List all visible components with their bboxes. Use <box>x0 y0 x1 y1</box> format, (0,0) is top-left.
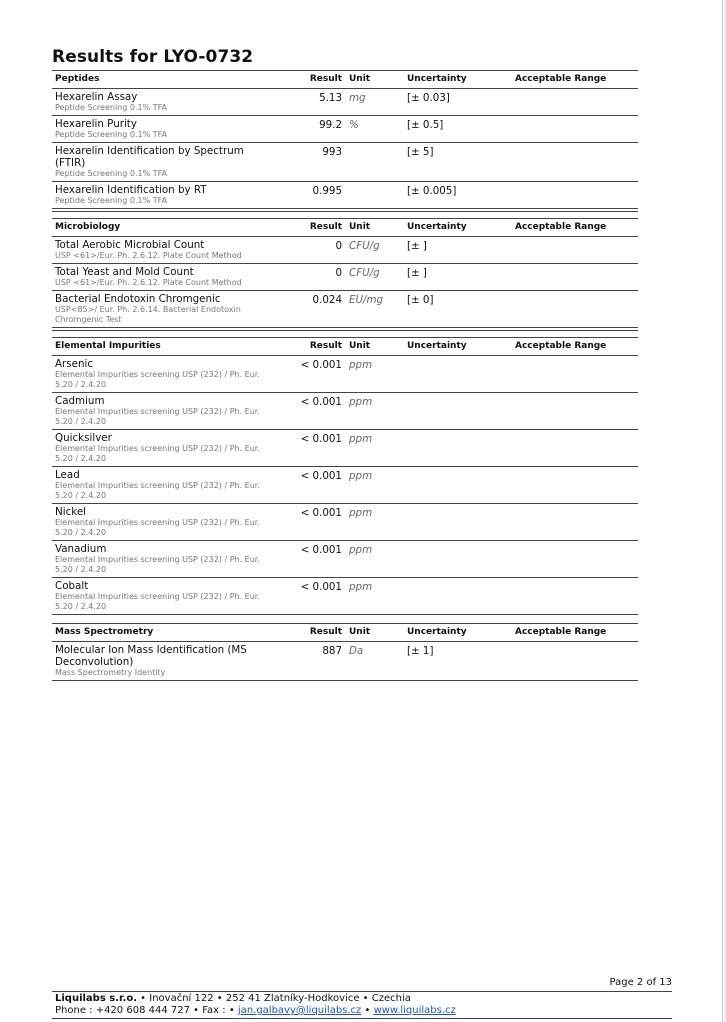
test-name: Cobalt <box>55 580 89 592</box>
results-section <box>52 623 638 681</box>
test-name: Hexarelin Identification by RT <box>55 184 207 196</box>
test-method: Elemental Impurities screening USP (232) / Ph. Eur. 5.20 / 2.4.20 <box>55 444 260 463</box>
result-value: < 0.001 <box>300 581 342 593</box>
result-value: < 0.001 <box>300 359 342 371</box>
test-name: Total Aerobic Microbial Count <box>55 239 205 251</box>
section-gap <box>52 615 638 623</box>
result-value: 5.13 <box>319 92 342 104</box>
result-uncertainty: [± 0.5] <box>407 119 444 131</box>
page-edge <box>722 0 723 1022</box>
result-unit: CFU/g <box>349 267 380 279</box>
unit-column-header: Unit <box>349 341 371 351</box>
unit-column-header: Unit <box>349 627 371 637</box>
uncertainty-column-header: Uncertainty <box>407 627 467 637</box>
acceptable-range-column-header: Acceptable Range <box>515 222 607 232</box>
acceptable-range-column-header: Acceptable Range <box>515 341 607 351</box>
test-method: Elemental Impurities screening USP (232) / Ph. Eur. 5.20 / 2.4.20 <box>55 407 260 426</box>
uncertainty-column-header: Uncertainty <box>407 74 467 84</box>
result-value: 993 <box>322 146 342 158</box>
email-link[interactable]: jan.galbavy@liquilabs.cz <box>237 1005 362 1016</box>
section-end-rule <box>52 328 638 331</box>
test-method: Elemental Impurities screening USP (232) / Ph. Eur. 5.20 / 2.4.20 <box>55 481 260 500</box>
test-method: Elemental Impurities screening USP (232) / Ph. Eur. 5.20 / 2.4.20 <box>55 555 260 574</box>
test-name: Hexarelin Identification by Spectrum (FTIR) <box>55 145 244 169</box>
table-row <box>52 182 638 209</box>
results-section <box>52 218 638 331</box>
uncertainty-column-header: Uncertainty <box>407 222 467 232</box>
table-row <box>52 578 638 615</box>
result-unit: ppm <box>349 581 373 593</box>
section-header <box>52 623 638 642</box>
section-header <box>52 70 638 89</box>
result-value: < 0.001 <box>300 433 342 445</box>
test-method: USP<85>/ Eur. Ph. 2.6.14. Bacterial Endotoxin Chromgenic Test <box>55 305 241 324</box>
test-name: Nickel <box>55 506 87 518</box>
footer-bottom-divider <box>52 1018 672 1019</box>
test-method: Peptide Screening 0.1% TFA <box>55 130 167 139</box>
test-method: Elemental Impurities screening USP (232) / Ph. Eur. 5.20 / 2.4.20 <box>55 370 260 389</box>
result-unit: CFU/g <box>349 240 380 252</box>
result-unit: Da <box>349 645 364 657</box>
result-value: 887 <box>322 645 342 657</box>
test-name: Molecular Ion Mass Identification (MS Deconvolution) <box>55 644 247 668</box>
table-row <box>52 467 638 504</box>
footer-separator: • <box>361 1005 374 1016</box>
test-name: Hexarelin Assay <box>55 91 138 103</box>
section-header <box>52 218 638 237</box>
result-column-header: Result <box>309 341 342 351</box>
result-value: 0 <box>335 267 342 279</box>
table-row <box>52 504 638 541</box>
unit-column-header: Unit <box>349 222 371 232</box>
footer-divider <box>52 991 672 992</box>
result-uncertainty: [± ] <box>407 267 427 279</box>
table-row <box>52 237 638 264</box>
table-row <box>52 356 638 393</box>
section-title: Mass Spectrometry <box>55 627 154 637</box>
result-uncertainty: [± ] <box>407 240 427 252</box>
result-unit: EU/mg <box>349 294 384 306</box>
test-method: USP <61>/Eur. Ph. 2.6.12. Plate Count Method <box>55 251 242 260</box>
table-row <box>52 541 638 578</box>
test-method: Peptide Screening 0.1% TFA <box>55 103 167 112</box>
contact-phone-fax: Phone : +420 608 444 727 • Fax : • <box>55 1005 238 1016</box>
result-unit: ppm <box>349 507 373 519</box>
section-title: Peptides <box>55 74 100 84</box>
test-method: Peptide Screening 0.1% TFA <box>55 169 167 178</box>
uncertainty-column-header: Uncertainty <box>407 341 467 351</box>
table-row <box>52 393 638 430</box>
result-unit: ppm <box>349 433 373 445</box>
result-unit: % <box>349 119 359 131</box>
page-number: Page 2 of 13 <box>609 977 672 988</box>
result-column-header: Result <box>309 74 342 84</box>
page-title: Results for LYO-0732 <box>52 47 254 67</box>
test-name: Vanadium <box>55 543 107 555</box>
section-title: Microbiology <box>55 222 121 232</box>
footer-contact-line <box>55 1005 456 1016</box>
table-row <box>52 291 638 328</box>
result-value: 0 <box>335 240 342 252</box>
result-value: < 0.001 <box>300 507 342 519</box>
result-value: 0.024 <box>312 294 342 306</box>
test-method: Mass Spectrometry Identity <box>55 668 166 677</box>
result-unit: ppm <box>349 359 373 371</box>
section-header <box>52 337 638 356</box>
table-row <box>52 116 638 143</box>
section-end-rule <box>52 209 638 212</box>
test-name: Arsenic <box>55 358 94 370</box>
result-uncertainty: [± 1] <box>407 645 434 657</box>
company-name: Liquilabs s.r.o. <box>55 993 137 1004</box>
result-uncertainty: [± 0.03] <box>407 92 450 104</box>
footer-address-line <box>55 993 411 1004</box>
test-method: Peptide Screening 0.1% TFA <box>55 196 167 205</box>
test-name: Hexarelin Purity <box>55 118 137 130</box>
test-name: Bacterial Endotoxin Chromgenic <box>55 293 221 305</box>
section-title: Elemental Impurities <box>55 341 161 351</box>
test-name: Quicksilver <box>55 432 112 444</box>
results-section <box>52 337 638 623</box>
result-uncertainty: [± 0.005] <box>407 185 457 197</box>
test-method: USP <61>/Eur. Ph. 2.6.12. Plate Count Method <box>55 278 242 287</box>
test-method: Elemental Impurities screening USP (232) / Ph. Eur. 5.20 / 2.4.20 <box>55 518 260 537</box>
result-unit: ppm <box>349 396 373 408</box>
table-row <box>52 143 638 182</box>
test-name: Lead <box>55 469 80 481</box>
test-name: Total Yeast and Mold Count <box>55 266 194 278</box>
result-value: 99.2 <box>319 119 342 131</box>
result-value: < 0.001 <box>300 544 342 556</box>
test-name: Cadmium <box>55 395 105 407</box>
website-link[interactable]: www.liquilabs.cz <box>373 1005 456 1016</box>
result-column-header: Result <box>309 222 342 232</box>
result-value: < 0.001 <box>300 396 342 408</box>
table-row <box>52 264 638 291</box>
result-value: 0.995 <box>312 185 342 197</box>
result-uncertainty: [± 5] <box>407 146 434 158</box>
result-unit: ppm <box>349 470 373 482</box>
table-row <box>52 430 638 467</box>
result-value: < 0.001 <box>300 470 342 482</box>
unit-column-header: Unit <box>349 74 371 84</box>
test-method: Elemental Impurities screening USP (232) / Ph. Eur. 5.20 / 2.4.20 <box>55 592 260 611</box>
company-address: • Inovační 122 • 252 41 Zlatníky-Hodkovice • Czechia <box>137 993 411 1004</box>
acceptable-range-column-header: Acceptable Range <box>515 627 607 637</box>
table-row <box>52 89 638 116</box>
result-uncertainty: [± 0] <box>407 294 434 306</box>
acceptable-range-column-header: Acceptable Range <box>515 74 607 84</box>
result-unit: ppm <box>349 544 373 556</box>
results-section <box>52 70 638 212</box>
table-row <box>52 642 638 681</box>
result-column-header: Result <box>309 627 342 637</box>
result-unit: mg <box>349 92 366 104</box>
results-content <box>52 70 638 681</box>
